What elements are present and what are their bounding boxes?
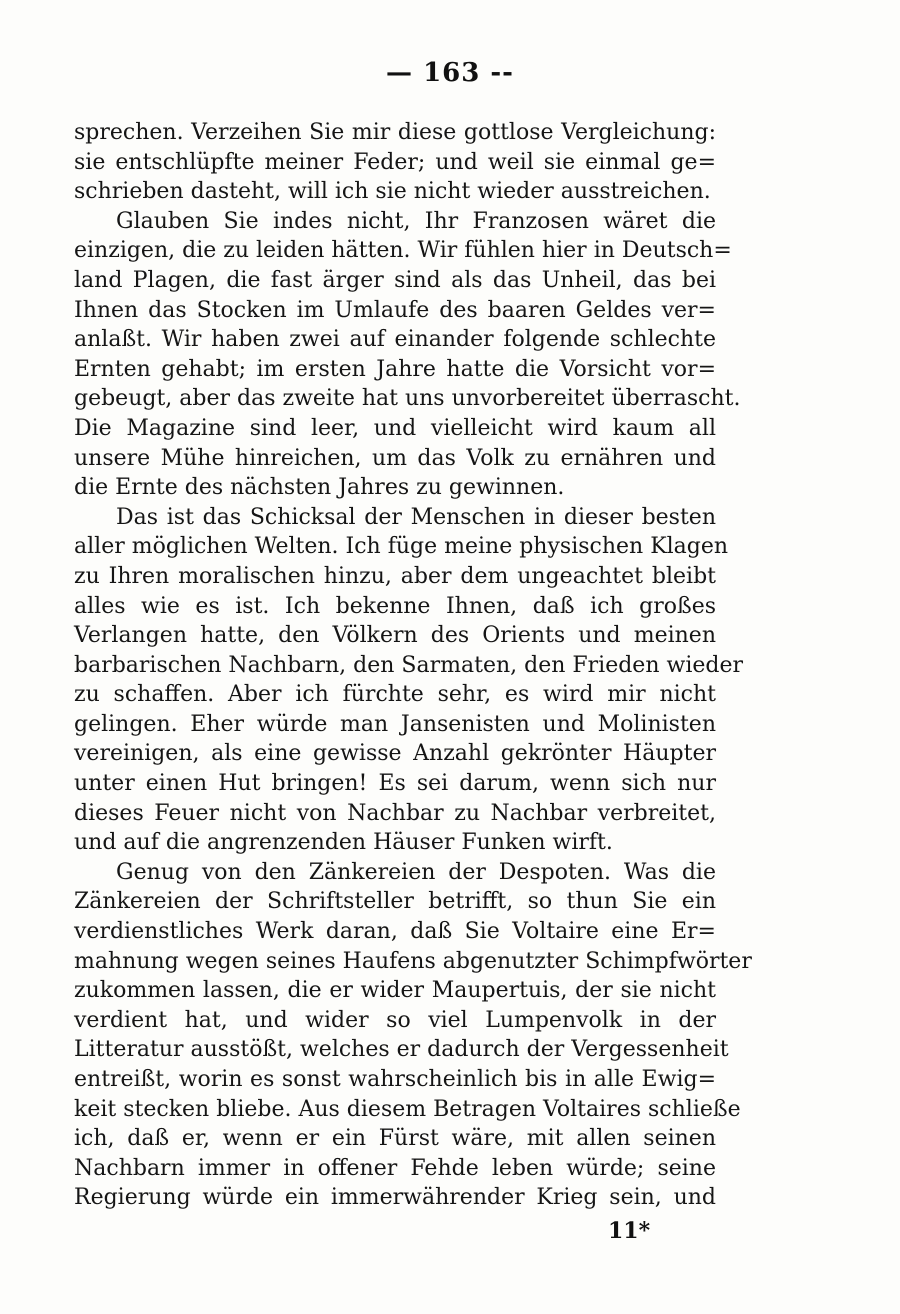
text-line: mahnung wegen seines Haufens abgenutzter Schimpfwörter <box>74 948 752 974</box>
text-line: unsere Mühe hinreichen, um das Volk zu ernähren und <box>74 445 716 471</box>
text-line: Die Magazine sind leer, und vielleicht wird kaum all <box>74 415 716 441</box>
text-line: Verlangen hatte, den Völkern des Orients und meinen <box>74 623 716 649</box>
text-line: anlaßt. Wir haben zwei auf einander folgende schlechte <box>74 327 716 353</box>
text-line: Glauben Sie indes nicht, Ihr Franzosen wäret die <box>116 208 716 234</box>
text-line: einzigen, die zu leiden hätten. Wir fühlen hier in Deutsch= <box>74 238 732 264</box>
text-line: ich, daß er, wenn er ein Fürst wäre, mit allen seinen <box>74 1126 716 1152</box>
text-line: sie entschlüpfte meiner Feder; und weil sie einmal ge= <box>74 149 716 175</box>
text-line: verdient hat, und wider so viel Lumpenvolk in der <box>74 1007 716 1033</box>
text-line: zu Ihren moralischen hinzu, aber dem ungeachtet bleibt <box>74 563 716 589</box>
text-line: Ihnen das Stocken im Umlaufe des baaren Geldes ver= <box>74 297 716 323</box>
text-line: keit stecken bliebe. Aus diesem Betragen Voltaires schließe <box>74 1096 741 1122</box>
body-text <box>74 118 752 1213</box>
text-line: Zänkereien der Schriftsteller betrifft, so thun Sie ein <box>74 889 716 915</box>
text-line: zukommen lassen, die er wider Maupertuis, der sie nicht <box>74 978 716 1004</box>
text-line: und auf die angrenzenden Häuser Funken wirft. <box>74 830 613 856</box>
page-number: — 163 -- <box>386 58 514 88</box>
text-line: aller möglichen Welten. Ich füge meine physischen Klagen <box>74 534 729 560</box>
text-line: Das ist das Schicksal der Menschen in dieser besten <box>116 504 716 530</box>
text-line: vereinigen, als eine gewisse Anzahl gekrönter Häupter <box>74 741 716 767</box>
text-line: land Plagen, die fast ärger sind als das Unheil, das bei <box>74 267 716 293</box>
text-line: Regierung würde ein immerwährender Krieg sein, und <box>74 1185 716 1211</box>
text-line: gebeugt, aber das zweite hat uns unvorbereitet überrascht. <box>74 386 741 412</box>
text-line: Ernten gehabt; im ersten Jahre hatte die Vorsicht vor= <box>74 356 716 382</box>
text-line: verdienstliches Werk daran, daß Sie Voltaire eine Er= <box>74 919 716 945</box>
text-line: dieses Feuer nicht von Nachbar zu Nachbar verbreitet, <box>74 800 716 826</box>
text-line: unter einen Hut bringen! Es sei darum, wenn sich nur <box>74 771 716 797</box>
text-line: Litteratur ausstößt, welches er dadurch der Vergessenheit <box>74 1037 729 1063</box>
text-line: sprechen. Verzeihen Sie mir diese gottlose Vergleichung: <box>74 120 716 145</box>
text-line: Genug von den Zänkereien der Despoten. Was die <box>116 859 716 885</box>
text-line: Nachbarn immer in offener Fehde leben würde; seine <box>74 1155 716 1181</box>
text-line: zu schaffen. Aber ich fürchte sehr, es wird mir nicht <box>74 682 716 708</box>
text-line: gelingen. Eher würde man Jansenisten und Molinisten <box>74 711 716 737</box>
text-line: barbarischen Nachbarn, den Sarmaten, den Frieden wieder <box>74 652 743 678</box>
text-line: die Ernte des nächsten Jahres zu gewinnen. <box>74 475 565 501</box>
text-line: schrieben dasteht, will ich sie nicht wieder ausstreichen. <box>74 179 711 205</box>
signature-mark: 11* <box>608 1218 651 1244</box>
text-line: alles wie es ist. Ich bekenne Ihnen, daß ich großes <box>74 593 716 619</box>
text-line: entreißt, worin es sonst wahrscheinlich bis in alle Ewig= <box>74 1067 716 1092</box>
